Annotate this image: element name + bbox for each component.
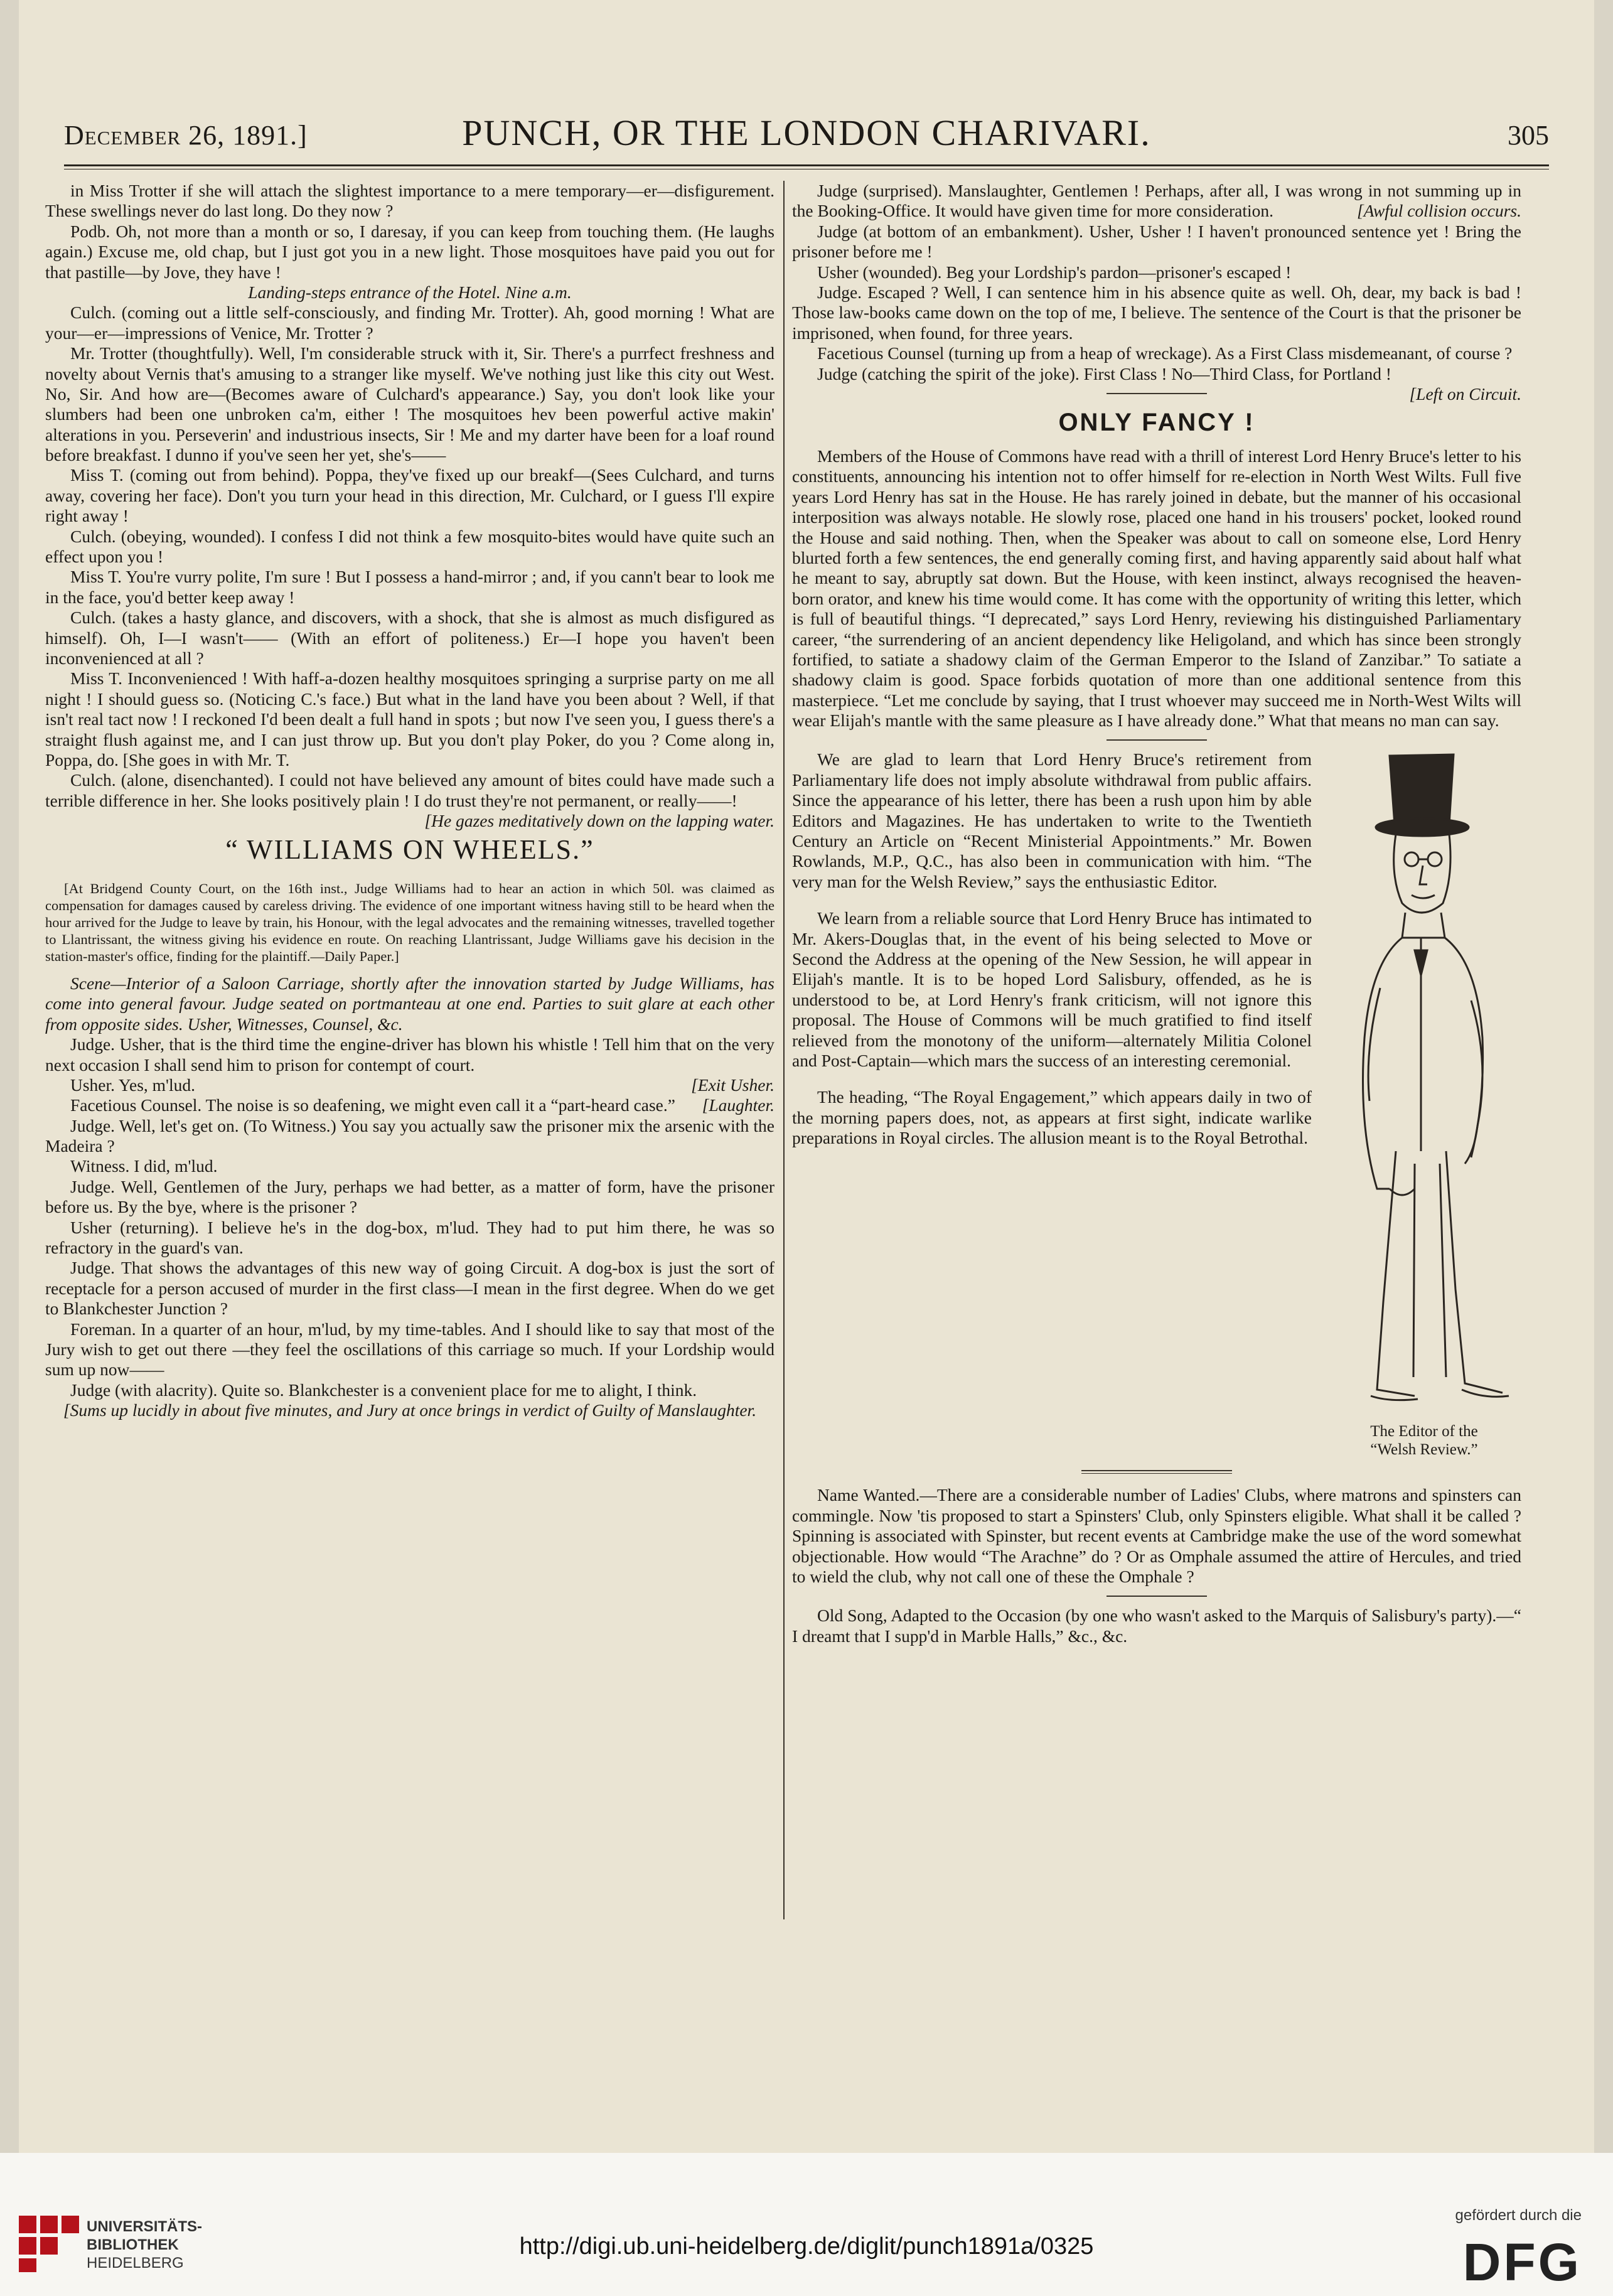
- section-rule: [1107, 393, 1207, 394]
- dialogue: Culch. (alone, disenchanted). I could not have believed any amount of bites could have made such a terrible difference in her. She looks positively plain ! I do trust they're not permanent, or really——!: [45, 770, 774, 810]
- masthead-title: PUNCH, OR THE LONDON CHARIVARI.: [462, 112, 1151, 153]
- digitization-footer: [0, 2153, 1613, 2296]
- paragraph: Miss T. Inconvenienced ! With haff-a-dozen healthy mosquitoes springing a surprise party on me all night ! I should guess so. (Noticing C.'s face.) But what in the land have you been about ? Well, if that isn't real tact now ! I reckoned I'd been dealt a full hand in spots ; but now I've seen you, I guess there's a straight flush against me, and I can just throw up. But you don't play Poker, do you ? Come along in, Poppa, do. [She goes in with Mr. T.: [45, 668, 774, 770]
- issue-date: December 26, 1891.]: [64, 120, 308, 151]
- paragraph: Name Wanted.—There are a considerable number of Ladies' Clubs, where matrons and spinsters can commingle. Now 'tis proposed to start a Spinsters' Club, only Spinsters eligible. What shall it be called ? Spinning is associated with Spinster, but recent events at Cambridge make the use of the word somewhat objectionable. How would “The Arachne” do ? Or as Omphale assumed the attire of Hercules, and tried to wield the club, why not call one of these the Omphale ?: [792, 1485, 1521, 1587]
- paragraph: Podb. Oh, not more than a month or so, I daresay, if you can keep from touching them. (He laughs again.) Excuse me, old chap, but I just got you in a new light. Those mosquitoes have paid you out for that pastille—by Jove, they have !: [45, 221, 774, 282]
- stage-direction: [Sums up lucidly in about five minutes, and Jury at once brings in verdict of Guilty of Manslaughter.: [63, 1400, 757, 1420]
- library-name-line: HEIDELBERG: [87, 2254, 184, 2272]
- scene-description: Scene—Interior of a Saloon Carriage, shortly after the innovation started by Judge Williams, has come into general favour. Judge seated on portmanteau at one end. Parties to suit glare at each other from opposite sides. Usher, Witnesses, Counsel, &c.: [45, 973, 774, 1034]
- library-name-line: UNIVERSITÄTS-: [87, 2218, 203, 2235]
- paragraph: [792, 181, 1521, 222]
- stage-direction: [He gazes meditatively down on the lapping water.: [424, 811, 774, 831]
- left-column: [45, 181, 774, 1421]
- page-header: [64, 107, 1549, 157]
- paragraph: Miss T. You're vurry polite, I'm sure ! But I possess a hand-mirror ; and, if you cann't bear to look me in the face, you'd better keep away !: [45, 567, 774, 607]
- caption-line: “Welsh Review.”: [1370, 1440, 1478, 1458]
- paragraph: Witness. I did, m'lud.: [70, 1156, 218, 1176]
- paragraph: Usher (wounded). Beg your Lordship's pardon—prisoner's escaped !: [817, 262, 1292, 282]
- paragraph: Facetious Counsel (turning up from a heap of wreckage). As a First Class misdemeanant, of course ?: [817, 343, 1513, 363]
- column-divider: [783, 181, 785, 1919]
- section-title-williams: “ WILLIAMS ON WHEELS.”: [225, 834, 594, 866]
- caption-line: The Editor of the: [1370, 1422, 1478, 1440]
- paragraph: Judge. Well, let's get on. (To Witness.) You say you actually saw the prisoner mix the arsenic with the Madeira ?: [45, 1115, 774, 1156]
- item-rule: [1107, 1596, 1207, 1597]
- page-number: 305: [1508, 120, 1549, 151]
- paragraph: We learn from a reliable source that Lord Henry Bruce has intimated to Mr. Akers-Douglas that, in the event of his being selected to Move or Second the Address at the opening of the New Session, he will appear in Elijah's mantle. It is to be hoped Lord Salisbury, offended, as he is understood to be, at Lord Henry's frank criticism, will not ignore this proposal. The House of Commons will be much gratified to find itself relieved from the monotony of the uniform—alternately Militia Colonel and Post-Captain—which mars the success of an interesting ceremonial.: [792, 908, 1312, 1070]
- paragraph: Judge. Escaped ? Well, I can sentence him in his absence quite as well. Oh, dear, my back is bad ! Those law-books came down on the top of me, I believe. The sentence of the Court is that the prisoner be imprisoned, when found, for three years.: [792, 282, 1521, 343]
- stage-direction: [Awful collision occurs.: [1356, 201, 1521, 221]
- editor-caricature: [1321, 749, 1521, 1459]
- dialogue: Judge (surprised). Manslaughter, Gentlemen ! Perhaps, after all, I was wrong in not summing up in the Booking-Office. It would have given time for more consideration.: [792, 181, 1521, 221]
- funding-note: gefördert durch die: [1455, 2207, 1582, 2224]
- source-url-link[interactable]: http://digi.ub.uni-heidelberg.de/diglit/punch1891a/0325: [519, 2233, 1094, 2260]
- paragraph: Judge. Well, Gentlemen of the Jury, perhaps we had better, as a matter of form, have the prisoner before us. By the bye, where is the prisoner ?: [45, 1176, 774, 1217]
- paragraph: Judge (with alacrity). Quite so. Blankchester is a convenient place for me to alight, I think.: [70, 1380, 697, 1400]
- stage-direction: [Exit Usher.: [691, 1075, 774, 1095]
- figure-caption: [1327, 1423, 1521, 1459]
- library-name-line: BIBLIOTHEK: [87, 2236, 179, 2253]
- paragraph: Foreman. In a quarter of an hour, m'lud, by my time-tables. And I should like to say that most of the Jury wish to get out there —they feel the oscillations of this carriage so much. If your Lordship would sum up now——: [45, 1319, 774, 1380]
- paragraph: Miss T. (coming out from behind). Poppa, they've fixed up our breakf—(Sees Culchard, and turns away, covering her face). Don't you turn your head in this direction, Mr. Culchard, or I guess I'll expire right away !: [45, 465, 774, 526]
- paragraph: Culch. (coming out a little self-consciously, and finding Mr. Trotter). Ah, good morning ! What are your—er—impressions of Venice, Mr. Trotter ?: [45, 303, 774, 343]
- header-rule: [64, 164, 1549, 169]
- paragraph: Judge. Usher, that is the third time the engine-driver has blown his whistle ! Tell him that on the very next occasion I shall send him to prison for contempt of court.: [45, 1034, 774, 1075]
- dialogue: Facetious Counsel. The noise is so deafening, we might even call it a “part-heard case.”: [70, 1095, 675, 1115]
- stage-direction: [Left on Circuit.: [1409, 384, 1521, 404]
- paragraph: [45, 1095, 774, 1115]
- stage-heading: Landing-steps entrance of the Hotel. Nine a.m.: [248, 282, 572, 302]
- news-note: [At Bridgend County Court, on the 16th inst., Judge Williams had to hear an action in which 50l. was claimed as compensation for damages caused by careless driving. The evidence of one important witness having still to be heard when the hour arrived for the Judge to leave by train, his Honour, with the legal advocates and the remaining witnesses, travelled together to Llantrissant, the witness giving his evidence en route. On reaching Llantrissant, Judge Williams gave his decision in the station-master's office, finding for the plaintiff.—Daily Paper.]: [45, 880, 774, 964]
- stage-direction: [Laughter.: [702, 1095, 774, 1115]
- paragraph: Mr. Trotter (thoughtfully). Well, I'm considerable struck with it, Sir. There's a purrfect freshness and novelty about Vernis that's amusing to a stranger like myself. We've nothing just like this city out West. No, Sir. And how are—(Becomes aware of Culchard's appearance.) Say, you don't look like your slumbers had been one unbroken ca'm, either ! The mosquitoes hev been powerful active makin' alterations in you. Perseverin' and industrious insects, Sir ! Me and my darter have been for a loaf round before breakfast. I dunno if you've seen her yet, she's——: [45, 343, 774, 465]
- paragraph: Old Song, Adapted to the Occasion (by one who wasn't asked to the Marquis of Salisbury's party).—“ I dreamt that I supp'd in Marble Halls,” &c., &c.: [792, 1606, 1521, 1646]
- section-rule: [1081, 1470, 1232, 1474]
- paragraph: [792, 363, 1521, 404]
- dfg-logo: DFG: [1462, 2233, 1582, 2292]
- paragraph: We are glad to learn that Lord Henry Bruce's retirement from Parliamentary life does not imply absolute withdrawal from public affairs. Since the appearance of his letter, there has been a rush upon him by able Editors and Magazines. He has undertaken to write to the Twentieth Century an Article on “Recent Ministerial Appointments.” Mr. Bowen Rowlands, M.P., Q.C., has also been in communication with him. “The very man for the Welsh Review,” says the enthusiastic Editor.: [792, 749, 1312, 891]
- caricature-drawing: [1321, 749, 1521, 1421]
- paragraph: The heading, “The Royal Engagement,” which appears daily in two of the morning papers does, not, as appears at first sight, indicate warlike preparations in Royal circles. The allusion meant is to the Royal Betrothal.: [792, 1087, 1312, 1148]
- paragraph: Culch. (takes a hasty glance, and discovers, with a shock, that she is almost as much disfigured as himself). Oh, I—I wasn't—— (With an effort of politeness.) Er—I hope you haven't been inconvenienced at all ?: [45, 608, 774, 668]
- dialogue: Judge (catching the spirit of the joke). First Class ! No—Third Class, for Portland !: [817, 363, 1391, 384]
- right-column: [792, 181, 1521, 1646]
- paragraph: in Miss Trotter if she will attach the slightest importance to a mere temporary—er—disfigurement. These swellings never do last long. Do they now ?: [45, 181, 774, 221]
- item-rule: [1107, 739, 1207, 741]
- paragraph: Usher (returning). I believe he's in the dog-box, m'lud. They had to put him there, he was so refractory in the guard's van.: [45, 1217, 774, 1258]
- paragraph: [45, 1075, 774, 1095]
- dialogue: Usher. Yes, m'lud.: [70, 1075, 196, 1095]
- paragraph: [45, 770, 774, 831]
- paragraph: Culch. (obeying, wounded). I confess I did not think a few mosquito-bites would have quite such an effect upon you !: [45, 526, 774, 567]
- paragraph: Members of the House of Commons have read with a thrill of interest Lord Henry Bruce's letter to his constituents, announcing his intention not to offer himself for re-election in North West Wilts. Full five years Lord Henry has sat in the House. He has rarely joined in debate, but the manner of his occasional interposition was always notable. He slowly rose, placed one hand in his trousers' pocket, looked round the House and said nothing. Then, when the Speaker was about to call on someone else, Lord Henry blurted forth a few sentences, the end generally coming first, and having apparently said about half what he meant to say, abruptly sat down. But the House, with keen instinct, always recognised the heaven-born orator, and knew his time would come. It has come with the opportunity of writing this letter, which is full of beautiful things. “I deprecated,” says Lord Henry, reviewing his distinguished Parliamentary career, “the surrendering of an ancient dependency like Heligoland, and which has since been strongly fortified, to satiate a shadowy claim of the German Emperor to the Island of Zanzibar.” To satiate a shadowy claim is good. Space forbids quotation of more than one additional sentence from this masterpiece. “Let me conclude by saying, that I trust whoever may succeed me in North-West Wilts will wear Elijah's mantle with the same pleasure as I have already done.” What that means no man can say.: [792, 446, 1521, 731]
- section-title-only-fancy: ONLY FANCY !: [1058, 408, 1255, 436]
- paragraph: Judge. That shows the advantages of this new way of going Circuit. A dog-box is just the sort of receptacle for a person accused of murder in the first class—I mean in the first degree. When do we get to Blankchester Junction ?: [45, 1258, 774, 1319]
- paragraph: Judge (at bottom of an embankment). Usher, Usher ! I haven't pronounced sentence yet ! Bring the prisoner before me !: [792, 221, 1521, 262]
